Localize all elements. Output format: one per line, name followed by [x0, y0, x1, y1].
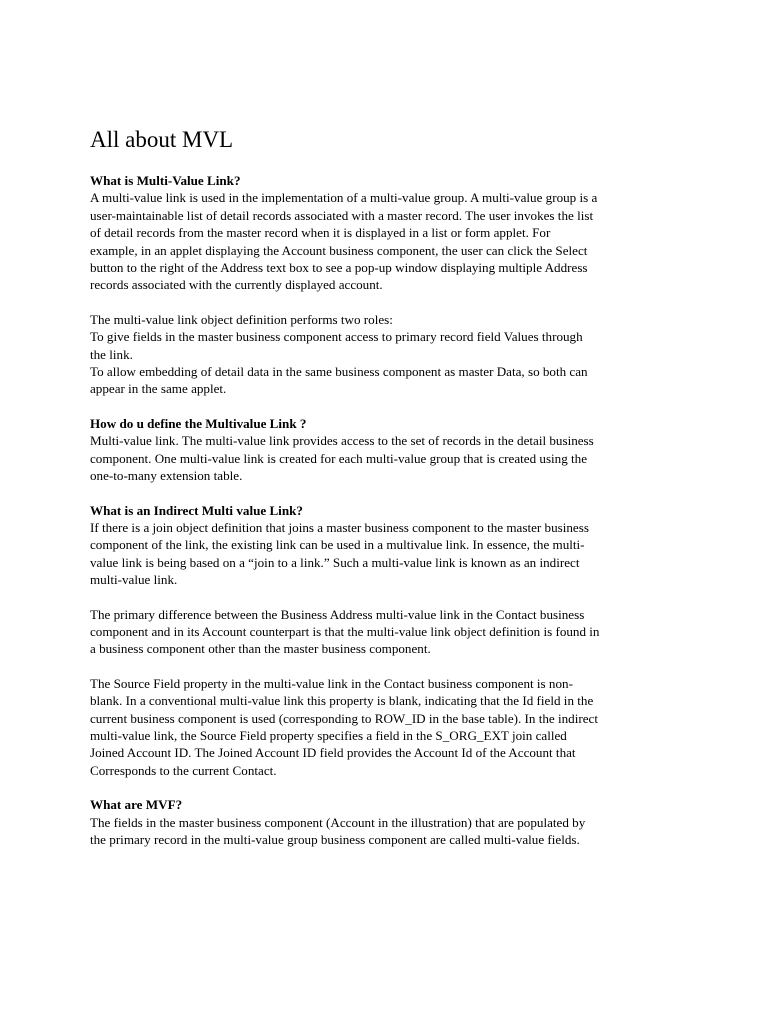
paragraph-line: button to the right of the Address text box to see a pop-up window displaying multiple Address	[90, 260, 588, 276]
paragraph-line: blank. In a conventional multi-value link this property is blank, indicating that the Id field in the	[90, 693, 594, 709]
paragraph-line: current business component is used (corresponding to ROW_ID in the base table). In the indirect	[90, 710, 598, 726]
paragraph-line: The Source Field property in the multi-value link in the Contact business component is non-	[90, 675, 573, 691]
paragraph-line: Corresponds to the current Contact.	[90, 762, 277, 778]
paragraph-line: of detail records from the master record when it is displayed in a list or form applet. For	[90, 225, 551, 241]
section-heading: What are MVF?	[90, 797, 183, 813]
section-block	[90, 796, 690, 848]
section-block	[90, 172, 690, 294]
paragraph-line: value link is being based on a “join to a link.” Such a multi-value link is known as an indirect	[90, 554, 580, 570]
paragraph-line: To allow embedding of detail data in the same business component as master Data, so both can	[90, 364, 588, 380]
paragraph-line: To give fields in the master business component access to primary record field Values through	[90, 329, 583, 345]
paragraph-line: one-to-many extension table.	[90, 468, 243, 484]
section-block	[90, 415, 690, 485]
document-page	[90, 126, 690, 865]
paragraph-line: multi-value link, the Source Field property specifies a field in the S_ORG_EXT join called	[90, 727, 567, 743]
document-title: All about MVL	[90, 127, 234, 152]
document-body	[90, 172, 690, 848]
paragraph-line: example, in an applet displaying the Account business component, the user can click the Select	[90, 242, 588, 258]
paragraph-line: user-maintainable list of detail records associated with a master record. The user invokes the list	[90, 207, 594, 223]
paragraph-line: the primary record in the multi-value group business component are called multi-value fields.	[90, 832, 580, 847]
paragraph-line: the link.	[90, 346, 133, 362]
section-block	[90, 502, 690, 589]
paragraph-line: a business component other than the master business component.	[90, 641, 431, 657]
section-heading: What is an Indirect Multi value Link?	[90, 502, 303, 518]
paragraph-line: appear in the same applet.	[90, 381, 227, 397]
paragraph-line: Joined Account ID. The Joined Account ID field provides the Account Id of the Account that	[90, 745, 576, 761]
paragraph-line: component. One multi-value link is created for each multi-value group that is created using the	[90, 450, 588, 466]
paragraph-line: records associated with the currently displayed account.	[90, 277, 383, 293]
paragraph-line: The multi-value link object definition performs two roles:	[90, 311, 393, 327]
paragraph-line: The primary difference between the Business Address multi-value link in the Contact business	[90, 606, 585, 622]
paragraph-line: component of the link, the existing link can be used in a multivalue link. In essence, the multi-	[90, 537, 585, 553]
paragraph-line: A multi-value link is used in the implementation of a multi-value group. A multi-value group is a	[90, 190, 598, 206]
section-heading: What is Multi-Value Link?	[90, 173, 241, 188]
paragraph-line: If there is a join object definition that joins a master business component to the master business	[90, 519, 589, 535]
section-block	[90, 606, 690, 658]
paragraph-line: Multi-value link. The multi-value link provides access to the set of records in the detail business	[90, 433, 594, 449]
section-heading: How do u define the Multivalue Link ?	[90, 415, 307, 431]
paragraph-line: component and in its Account counterpart is that the multi-value link object definition is found in	[90, 623, 600, 639]
section-block	[90, 311, 690, 398]
section-block	[90, 675, 690, 779]
paragraph-line: The fields in the master business component (Account in the illustration) that are populated by	[90, 814, 586, 830]
paragraph-line: multi-value link.	[90, 572, 178, 588]
